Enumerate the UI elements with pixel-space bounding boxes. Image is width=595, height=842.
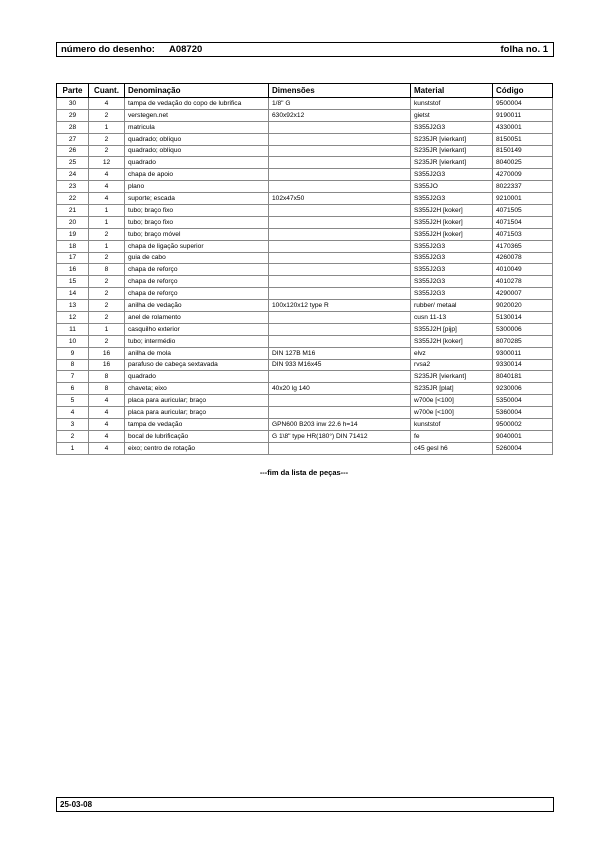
- dimensions-cell: [269, 442, 411, 454]
- code-cell: 5300006: [493, 323, 553, 335]
- table-row: [57, 347, 553, 359]
- table-row: [57, 157, 553, 169]
- name-cell: placa para auricular; braço: [125, 407, 269, 419]
- material-cell: rubber/ metaal: [411, 300, 493, 312]
- dimensions-cell: [269, 121, 411, 133]
- dimensions-cell: [269, 407, 411, 419]
- code-cell: 9500004: [493, 98, 553, 110]
- quantity-cell: 16: [89, 347, 125, 359]
- quantity-cell: 2: [89, 228, 125, 240]
- drawing-header: [56, 42, 554, 57]
- quantity-cell: 4: [89, 442, 125, 454]
- part-number-cell: 14: [57, 288, 89, 300]
- quantity-cell: 1: [89, 240, 125, 252]
- material-cell: w700e [<100]: [411, 395, 493, 407]
- name-cell: eixo; centro de rotação: [125, 442, 269, 454]
- code-cell: 9020020: [493, 300, 553, 312]
- quantity-cell: 4: [89, 169, 125, 181]
- table-row: [57, 335, 553, 347]
- dimensions-cell: 100x120x12 type R: [269, 300, 411, 312]
- table-row: [57, 228, 553, 240]
- part-number-cell: 20: [57, 216, 89, 228]
- dimensions-cell: [269, 216, 411, 228]
- part-number-cell: 24: [57, 169, 89, 181]
- quantity-cell: 1: [89, 216, 125, 228]
- quantity-cell: 4: [89, 395, 125, 407]
- dimensions-cell: 1/8" G: [269, 98, 411, 110]
- table-row: [57, 288, 553, 300]
- part-number-cell: 12: [57, 312, 89, 324]
- material-cell: elvz: [411, 347, 493, 359]
- dimensions-cell: [269, 205, 411, 217]
- table-row: [57, 252, 553, 264]
- dimensions-cell: DIN 127B M16: [269, 347, 411, 359]
- code-cell: 4071505: [493, 205, 553, 217]
- table-row: [57, 276, 553, 288]
- name-cell: quadrado: [125, 371, 269, 383]
- end-of-list-note: ---fim da lista de peças---: [259, 468, 349, 477]
- part-number-cell: 10: [57, 335, 89, 347]
- part-number-cell: 15: [57, 276, 89, 288]
- name-cell: chapa de reforço: [125, 276, 269, 288]
- name-cell: anilha de mola: [125, 347, 269, 359]
- part-number-cell: 29: [57, 109, 89, 121]
- material-cell: S355J2H [pijp]: [411, 323, 493, 335]
- name-cell: tubo; intermédio: [125, 335, 269, 347]
- dimensions-cell: G 1\8" type HR(180°) DIN 71412: [269, 430, 411, 442]
- footer-date: 25-03-08: [60, 800, 93, 809]
- part-number-cell: 4: [57, 407, 89, 419]
- part-number-cell: 18: [57, 240, 89, 252]
- material-cell: S235JR [plat]: [411, 383, 493, 395]
- dimensions-cell: [269, 312, 411, 324]
- quantity-cell: 4: [89, 419, 125, 431]
- name-cell: suporte; escada: [125, 193, 269, 205]
- dimensions-cell: [269, 252, 411, 264]
- dimensions-cell: [269, 145, 411, 157]
- table-row: [57, 181, 553, 193]
- dimensions-cell: [269, 181, 411, 193]
- table-row: [57, 395, 553, 407]
- quantity-cell: 1: [89, 323, 125, 335]
- table-row: [57, 312, 553, 324]
- code-cell: 5360004: [493, 407, 553, 419]
- part-number-cell: 9: [57, 347, 89, 359]
- name-cell: anilha de vedação: [125, 300, 269, 312]
- part-number-cell: 22: [57, 193, 89, 205]
- quantity-cell: 4: [89, 181, 125, 193]
- table-row: [57, 371, 553, 383]
- part-number-cell: 21: [57, 205, 89, 217]
- name-cell: tampa de vedação do copo de lubrifica: [125, 98, 269, 110]
- name-cell: quadrado; oblíquo: [125, 145, 269, 157]
- code-cell: 8040025: [493, 157, 553, 169]
- material-cell: S355J2G3: [411, 288, 493, 300]
- material-cell: kunststof: [411, 98, 493, 110]
- name-cell: parafuso de cabeça sextavada: [125, 359, 269, 371]
- quantity-cell: 12: [89, 157, 125, 169]
- code-cell: 4010049: [493, 264, 553, 276]
- dimensions-cell: [269, 335, 411, 347]
- quantity-cell: 2: [89, 300, 125, 312]
- column-header-part: Parte: [57, 84, 89, 98]
- code-cell: 4010278: [493, 276, 553, 288]
- table-row: [57, 145, 553, 157]
- parts-list-table: [56, 83, 553, 455]
- table-row: [57, 407, 553, 419]
- part-number-cell: 11: [57, 323, 89, 335]
- quantity-cell: 8: [89, 264, 125, 276]
- part-number-cell: 26: [57, 145, 89, 157]
- name-cell: bocal de lubrificação: [125, 430, 269, 442]
- name-cell: verstegen.net: [125, 109, 269, 121]
- column-header-dimensions: Dimensões: [269, 84, 411, 98]
- dimensions-cell: [269, 276, 411, 288]
- table-row: [57, 193, 553, 205]
- name-cell: chapa de reforço: [125, 288, 269, 300]
- name-cell: tubo; braço fixo: [125, 216, 269, 228]
- material-cell: kunststof: [411, 419, 493, 431]
- table-row: [57, 109, 553, 121]
- part-number-cell: 23: [57, 181, 89, 193]
- part-number-cell: 5: [57, 395, 89, 407]
- material-cell: S355J2G3: [411, 276, 493, 288]
- material-cell: cusn 11-13: [411, 312, 493, 324]
- drawing-number-label: número do desenho:: [61, 44, 155, 55]
- dimensions-cell: DIN 933 M16x45: [269, 359, 411, 371]
- material-cell: S355J2H [koker]: [411, 335, 493, 347]
- table-row: [57, 240, 553, 252]
- code-cell: 9040001: [493, 430, 553, 442]
- dimensions-cell: [269, 157, 411, 169]
- name-cell: chapa de reforço: [125, 264, 269, 276]
- table-row: [57, 323, 553, 335]
- part-number-cell: 2: [57, 430, 89, 442]
- name-cell: quadrado; oblíquo: [125, 133, 269, 145]
- part-number-cell: 6: [57, 383, 89, 395]
- table-row: [57, 216, 553, 228]
- name-cell: guia de cabo: [125, 252, 269, 264]
- part-number-cell: 13: [57, 300, 89, 312]
- quantity-cell: 2: [89, 109, 125, 121]
- dimensions-cell: [269, 264, 411, 276]
- material-cell: S235JR [vierkant]: [411, 133, 493, 145]
- dimensions-cell: [269, 371, 411, 383]
- quantity-cell: 4: [89, 407, 125, 419]
- material-cell: S355J2H [koker]: [411, 228, 493, 240]
- part-number-cell: 1: [57, 442, 89, 454]
- code-cell: 4330001: [493, 121, 553, 133]
- part-number-cell: 30: [57, 98, 89, 110]
- code-cell: 8070285: [493, 335, 553, 347]
- code-cell: 9230006: [493, 383, 553, 395]
- drawing-footer: [56, 797, 554, 812]
- material-cell: S355J2G3: [411, 240, 493, 252]
- part-number-cell: 8: [57, 359, 89, 371]
- material-cell: S355J2H [koker]: [411, 205, 493, 217]
- material-cell: S355J2G3: [411, 169, 493, 181]
- quantity-cell: 4: [89, 430, 125, 442]
- table-row: [57, 205, 553, 217]
- code-cell: 5350004: [493, 395, 553, 407]
- drawing-number: A08720: [169, 44, 203, 55]
- code-cell: 4270009: [493, 169, 553, 181]
- code-cell: 8022337: [493, 181, 553, 193]
- code-cell: 8150149: [493, 145, 553, 157]
- material-cell: fe: [411, 430, 493, 442]
- part-number-cell: 25: [57, 157, 89, 169]
- table-row: [57, 359, 553, 371]
- quantity-cell: 4: [89, 98, 125, 110]
- quantity-cell: 2: [89, 276, 125, 288]
- part-number-cell: 3: [57, 419, 89, 431]
- column-header-quantity: Cuant.: [89, 84, 125, 98]
- material-cell: rvsa2: [411, 359, 493, 371]
- name-cell: chaveta; eixo: [125, 383, 269, 395]
- table-row: [57, 383, 553, 395]
- name-cell: chapa de apoio: [125, 169, 269, 181]
- code-cell: 5260004: [493, 442, 553, 454]
- name-cell: plano: [125, 181, 269, 193]
- table-row: [57, 133, 553, 145]
- code-cell: 5130014: [493, 312, 553, 324]
- table-row: [57, 419, 553, 431]
- name-cell: placa para auricular; braço: [125, 395, 269, 407]
- name-cell: matricula: [125, 121, 269, 133]
- parts-list-body: [57, 98, 553, 455]
- dimensions-cell: [269, 288, 411, 300]
- code-cell: 9210001: [493, 193, 553, 205]
- code-cell: 8150051: [493, 133, 553, 145]
- name-cell: tubo; braço móvel: [125, 228, 269, 240]
- code-cell: 4170365: [493, 240, 553, 252]
- table-row: [57, 98, 553, 110]
- code-cell: 9190011: [493, 109, 553, 121]
- material-cell: S355J2G3: [411, 252, 493, 264]
- name-cell: tubo; braço fixo: [125, 205, 269, 217]
- table-row: [57, 264, 553, 276]
- material-cell: S235JR [vierkant]: [411, 371, 493, 383]
- table-row: [57, 169, 553, 181]
- dimensions-cell: GPN600 B203 inw 22.6 h=14: [269, 419, 411, 431]
- material-cell: S355J2G3: [411, 121, 493, 133]
- code-cell: 4071503: [493, 228, 553, 240]
- quantity-cell: 2: [89, 252, 125, 264]
- table-row: [57, 442, 553, 454]
- part-number-cell: 28: [57, 121, 89, 133]
- code-cell: 8040181: [493, 371, 553, 383]
- code-cell: 4071504: [493, 216, 553, 228]
- name-cell: tampa de vedação: [125, 419, 269, 431]
- quantity-cell: 8: [89, 383, 125, 395]
- material-cell: S355J2H [koker]: [411, 216, 493, 228]
- column-header-material: Material: [411, 84, 493, 98]
- material-cell: S355JO: [411, 181, 493, 193]
- material-cell: S355J2G3: [411, 193, 493, 205]
- dimensions-cell: [269, 133, 411, 145]
- material-cell: w700e [<100]: [411, 407, 493, 419]
- code-cell: 9500002: [493, 419, 553, 431]
- sheet-number: folha no. 1: [500, 44, 548, 55]
- quantity-cell: 4: [89, 193, 125, 205]
- name-cell: anel de rolamento: [125, 312, 269, 324]
- name-cell: casquilho exterior: [125, 323, 269, 335]
- dimensions-cell: 630x92x12: [269, 109, 411, 121]
- quantity-cell: 8: [89, 371, 125, 383]
- quantity-cell: 16: [89, 359, 125, 371]
- code-cell: 9330014: [493, 359, 553, 371]
- part-number-cell: 19: [57, 228, 89, 240]
- table-row: [57, 121, 553, 133]
- material-cell: S235JR [vierkant]: [411, 157, 493, 169]
- dimensions-cell: [269, 169, 411, 181]
- quantity-cell: 2: [89, 312, 125, 324]
- part-number-cell: 7: [57, 371, 89, 383]
- quantity-cell: 1: [89, 121, 125, 133]
- part-number-cell: 27: [57, 133, 89, 145]
- code-cell: 9300011: [493, 347, 553, 359]
- column-header-name: Denominação: [125, 84, 269, 98]
- material-cell: gietst: [411, 109, 493, 121]
- dimensions-cell: 40x20 lg 140: [269, 383, 411, 395]
- code-cell: 4290007: [493, 288, 553, 300]
- name-cell: quadrado: [125, 157, 269, 169]
- dimensions-cell: [269, 395, 411, 407]
- table-row: [57, 430, 553, 442]
- quantity-cell: 1: [89, 205, 125, 217]
- dimensions-cell: 102x47x50: [269, 193, 411, 205]
- part-number-cell: 17: [57, 252, 89, 264]
- material-cell: c45 gesl h6: [411, 442, 493, 454]
- dimensions-cell: [269, 323, 411, 335]
- table-row: [57, 300, 553, 312]
- material-cell: S235JR [vierkant]: [411, 145, 493, 157]
- code-cell: 4260078: [493, 252, 553, 264]
- quantity-cell: 2: [89, 145, 125, 157]
- table-header-row: [57, 84, 553, 98]
- column-header-code: Código: [493, 84, 553, 98]
- quantity-cell: 2: [89, 288, 125, 300]
- name-cell: chapa de ligação superior: [125, 240, 269, 252]
- quantity-cell: 2: [89, 133, 125, 145]
- dimensions-cell: [269, 240, 411, 252]
- dimensions-cell: [269, 228, 411, 240]
- material-cell: S355J2G3: [411, 264, 493, 276]
- quantity-cell: 2: [89, 335, 125, 347]
- part-number-cell: 16: [57, 264, 89, 276]
